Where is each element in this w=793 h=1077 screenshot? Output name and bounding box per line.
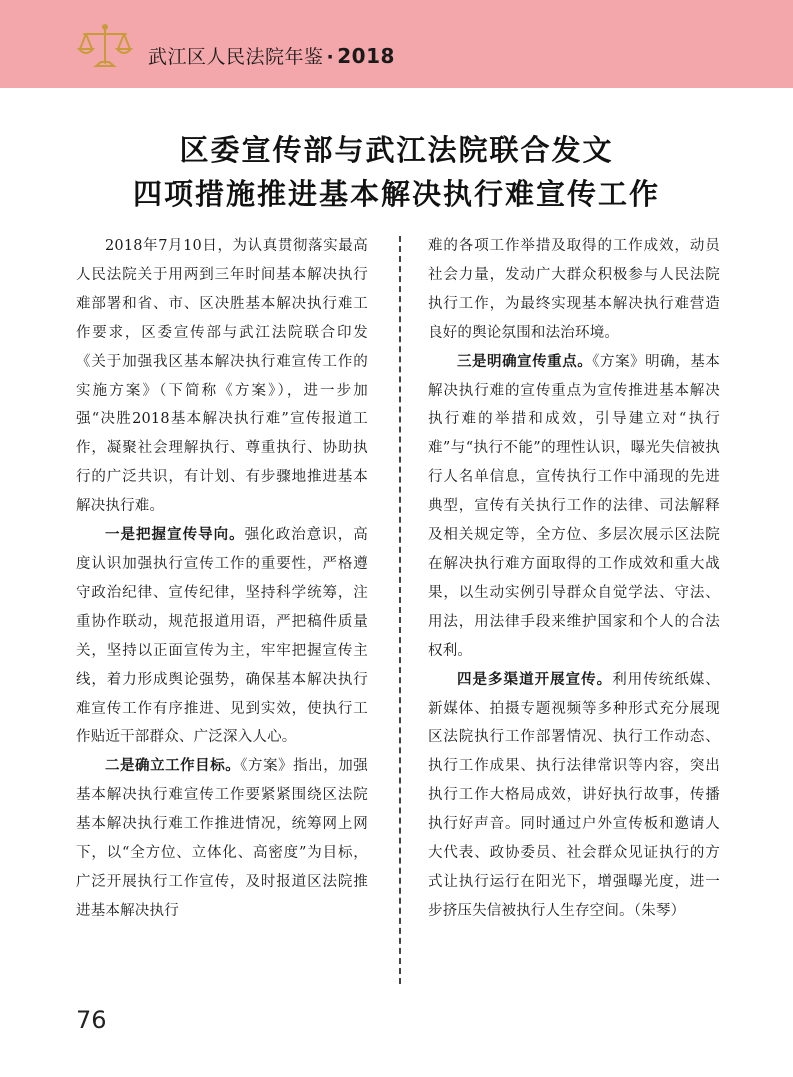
- measure-1-text: 强化政治意识，高度认识加强执行宣传工作的重要性，严格遵守政治纪律、宣传纪律，坚持科学统筹，注重协作联动，规范报道用语，严把稿件质量关，坚持以正面宣传为主，牢牢把握宣传主线，着力形成舆论强势，确保基本解决执行难宣传工作有序推进、见到实效，使执行工作贴近干部群众、广泛深入人心。: [76, 527, 368, 746]
- article-title-line-1: 区委宣传部与武江法院联合发文: [179, 133, 614, 167]
- yearbook-year: 2018: [337, 44, 395, 68]
- yearbook-name: 武江区人民法院年鉴: [148, 46, 324, 68]
- measure-2-text-part-2: 难的各项工作举措及取得的工作成效，动员社会力量，发动广大群众积极参与人民法院执行工作，为最终实现基本解决执行难营造良好的舆论氛围和法治环境。: [428, 238, 720, 341]
- measure-4-heading: 四是多渠道开展宣传。: [457, 671, 613, 688]
- yearbook-title: [148, 42, 395, 69]
- measure-2-text-part-1: 《方案》指出，加强基本解决执行难宣传工作要紧紧围绕区法院基本解决执行难工作推进情况，统筹网上网下，以“全方位、立体化、高密度”为目标，广泛开展执行工作宣传，及时报道区法院推进基本解决执行: [76, 758, 368, 919]
- measure-3-text: 《方案》明确，基本解决执行难的宣传重点为宣传推进基本解决执行难的举措和成效，引导建立对“执行难”与“执行不能”的理性认识，曝光失信被执行人名单信息，宣传执行工作中涌现的先进典型，宣传有关执行工作的法律、司法解释及相关规定等，全方位、多层次展示区法院在解决执行难方面取得的工作成效和重大战果，以生动实例引导群众自觉学法、守法、用法，用法律手段来维护国家和个人的合法权利。: [428, 353, 720, 659]
- column-divider: [399, 236, 401, 984]
- intro-paragraph: 2018年7月10日，为认真贯彻落实最高人民法院关于用两到三年时间基本解决执行难部署和省、市、区决胜基本解决执行难工作要求，区委宣传部与武江法院联合印发《关于加强我区基本解决执行难宣传工作的实施方案》（下简称《方案》），进一步加强“决胜2018基本解决执行难”宣传报道工作，凝聚社会理解执行、尊重执行、协助执行的广泛共识，有计划、有步骤地推进基本解决执行难。: [76, 238, 368, 515]
- title-separator: ·: [326, 46, 335, 68]
- scales-of-justice-icon: [76, 22, 134, 70]
- measure-4-text: 利用传统纸媒、新媒体、拍摄专题视频等多种形式充分展现区法院执行工作部署情况、执行工作动态、执行工作成果、执行法律常识等内容，突出执行工作大格局成效，讲好执行故事，传播执行好声音。同时通过户外宣传板和邀请人大代表、政协委员、社会群众见证执行的方式让执行运行在阳光下，增强曝光度，进一步挤压失信被执行人生存空间。（朱琴）: [428, 671, 720, 919]
- measure-2-paragraph: [76, 752, 368, 925]
- article-title-line-2: 四项措施推进基本解决执行难宣传工作: [132, 177, 660, 211]
- measure-2-heading: 二是确立工作目标。: [105, 758, 241, 775]
- measure-1-heading: 一是把握宣传导向。: [105, 527, 245, 544]
- measure-1-paragraph: [76, 521, 368, 752]
- left-column: [76, 232, 368, 926]
- measure-4-paragraph: [428, 666, 720, 926]
- measure-3-paragraph: [428, 348, 720, 666]
- page-number: 76: [76, 1006, 107, 1034]
- measure-3-heading: 三是明确宣传重点。: [457, 353, 593, 370]
- right-column: [428, 232, 720, 926]
